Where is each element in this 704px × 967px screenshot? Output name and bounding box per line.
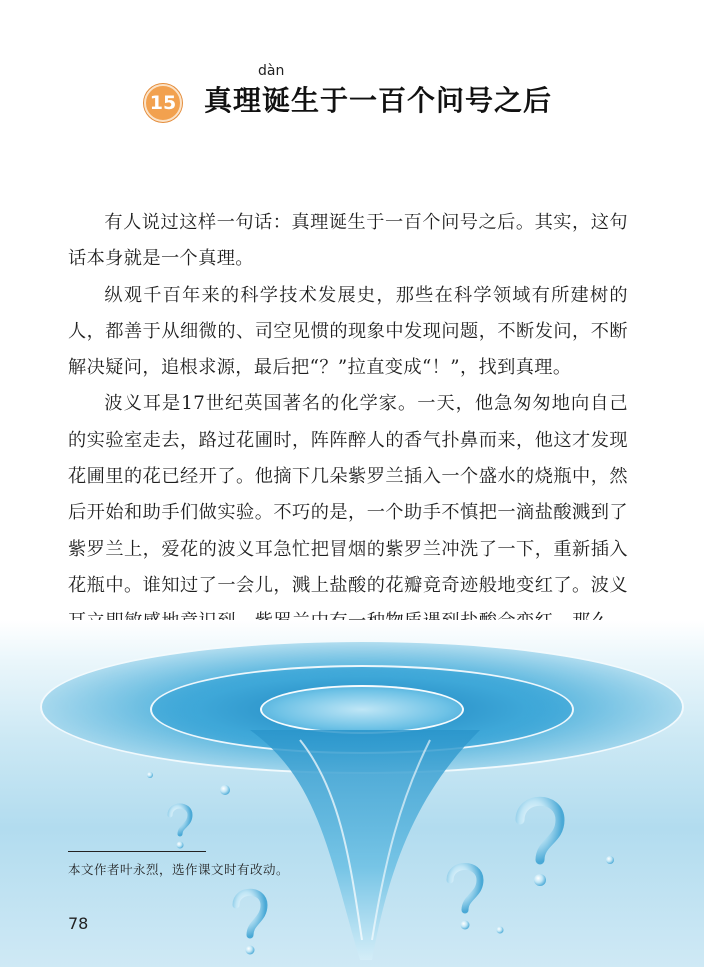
question-drop-dot [246, 946, 255, 955]
paragraph: 纵观千百年来的科学技术发展史，那些在科学领域有所建树的人，都善于从细微的、司空见惯的现象中发现问题，不断发问，不断解决疑问，追根求源，最后把“？”拉直变成“！”，找到真理。 [68, 284, 628, 379]
water-droplet [147, 772, 153, 778]
water-droplet [220, 785, 230, 795]
lesson-title: 真理诞生于一百个问号之后 [204, 84, 553, 117]
question-drop-dot [534, 874, 546, 886]
question-drop-medium [450, 867, 480, 911]
footnote-rule [68, 851, 206, 852]
vortex-funnel [250, 730, 480, 960]
pinyin-annotation: dàn [258, 63, 285, 79]
lesson-number-badge: 15 [144, 84, 182, 122]
paragraph: 有人说过这样一句话：真理诞生于一百个问号之后。其实，这句话本身就是一个真理。 [68, 212, 628, 270]
question-drop-small [170, 806, 190, 834]
water-droplet [497, 927, 504, 934]
page-number: 78 [68, 914, 89, 933]
question-drop-left [236, 892, 264, 935]
footnote: 本文作者叶永烈，选作课文时有改动。 [68, 862, 290, 877]
paragraph: 波义耳是17世纪英国著名的化学家。一天，他急匆匆地向自己的实验室走去，路过花圃时，阵阵醉人的香气扑鼻而来，他这才发现花圃里的花已经开了。他摘下几朵紫罗兰插入一个盛水的烧瓶中，然后开始和助手们做实验。不巧的是，一个助手不慎把一滴盐酸溅到了紫罗兰上，爱花的波义耳急忙把冒烟的紫罗兰冲洗了一下，重新插入花瓶中。谁知过了一会儿，溅上盐酸的花瓣竟奇迹般地变红了。波义 [68, 393, 628, 596]
question-drop-dot [177, 842, 184, 849]
question-drop-dot [461, 921, 470, 930]
water-droplet [606, 856, 614, 864]
question-drop-large [520, 801, 560, 860]
